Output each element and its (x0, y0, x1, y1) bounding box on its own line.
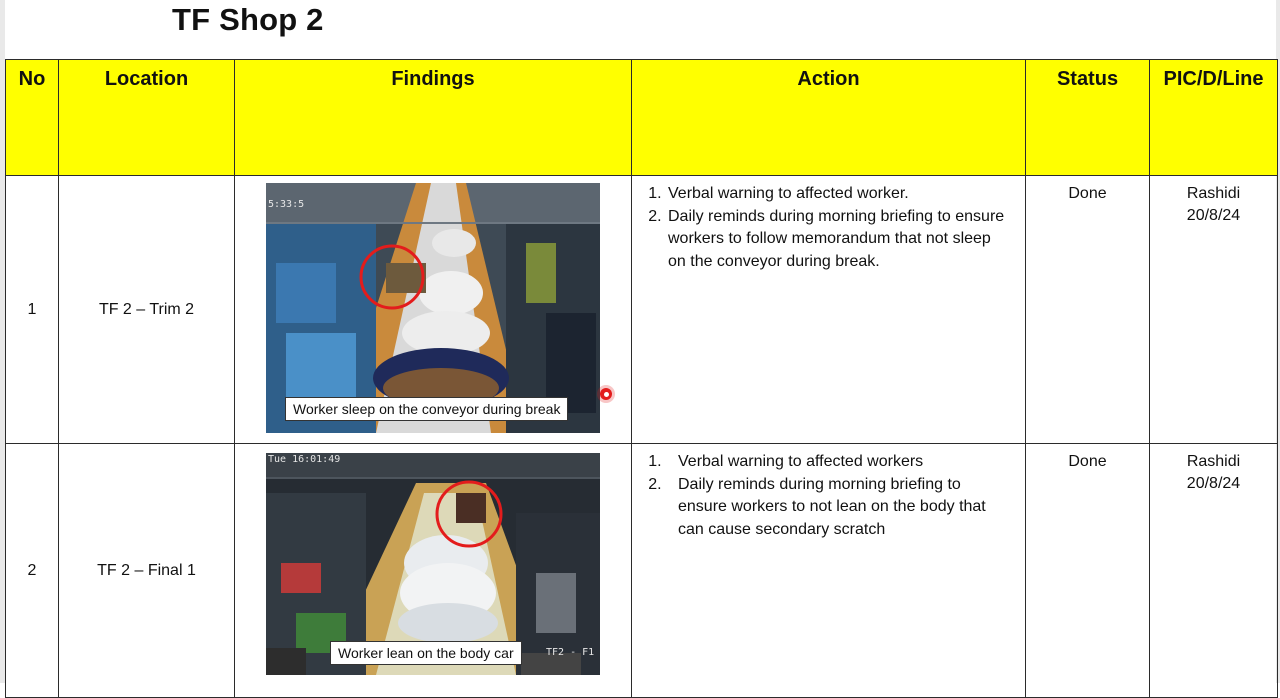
table-row (6, 444, 1278, 698)
action-item: 1. Verbal warning to affected workers (666, 451, 1013, 474)
action-cell (632, 444, 1026, 698)
action-cell (632, 176, 1026, 444)
action-item: 1. Verbal warning to affected worker. (666, 183, 1013, 206)
pic-name: Rashidi (1186, 185, 1241, 202)
camera-timestamp: 5:33:5 (268, 199, 305, 210)
pointer-cursor-icon (600, 388, 612, 400)
row-number: 1 (6, 176, 59, 444)
camera-timestamp: Tue 16:01:49 (268, 454, 341, 465)
header-findings: Findings (235, 60, 632, 176)
header-status: Status (1026, 60, 1150, 176)
photo-caption: Worker lean on the body car (330, 641, 522, 665)
camera-label: TF2 - F1 (546, 647, 595, 658)
cctv-photo-final (266, 453, 600, 675)
findings-cell (235, 176, 632, 444)
header-no: No (6, 60, 59, 176)
factory-scene-image (266, 183, 600, 433)
pic-date: 20/8/24 (1186, 207, 1241, 224)
status-cell: Done (1026, 444, 1150, 698)
header-location: Location (59, 60, 235, 176)
table-header-row (6, 60, 1278, 176)
page-title: TF Shop 2 (172, 2, 324, 37)
cctv-photo-trim (266, 183, 600, 433)
header-action: Action (632, 60, 1026, 176)
row-number: 2 (6, 444, 59, 698)
table-row (6, 176, 1278, 444)
action-item: 2. Daily reminds during morning briefing to ensure workers to not lean on the body that can cause secondary scratch (666, 474, 1013, 542)
action-list (640, 183, 1013, 273)
location-cell: TF 2 – Final 1 (59, 444, 235, 698)
pic-name: Rashidi (1186, 453, 1241, 470)
pic-cell (1150, 444, 1278, 698)
findings-table (5, 59, 1278, 698)
status-cell: Done (1026, 176, 1150, 444)
header-pic: PIC/D/Line (1150, 60, 1278, 176)
findings-cell (235, 444, 632, 698)
pic-cell (1150, 176, 1278, 444)
pic-date: 20/8/24 (1186, 475, 1241, 492)
photo-caption: Worker sleep on the conveyor during break (285, 397, 568, 421)
action-list (640, 451, 1013, 541)
location-cell: TF 2 – Trim 2 (59, 176, 235, 444)
action-item: 2. Daily reminds during morning briefing to ensure workers to follow memorandum that not sleep on the conveyor during break. (666, 206, 1013, 274)
